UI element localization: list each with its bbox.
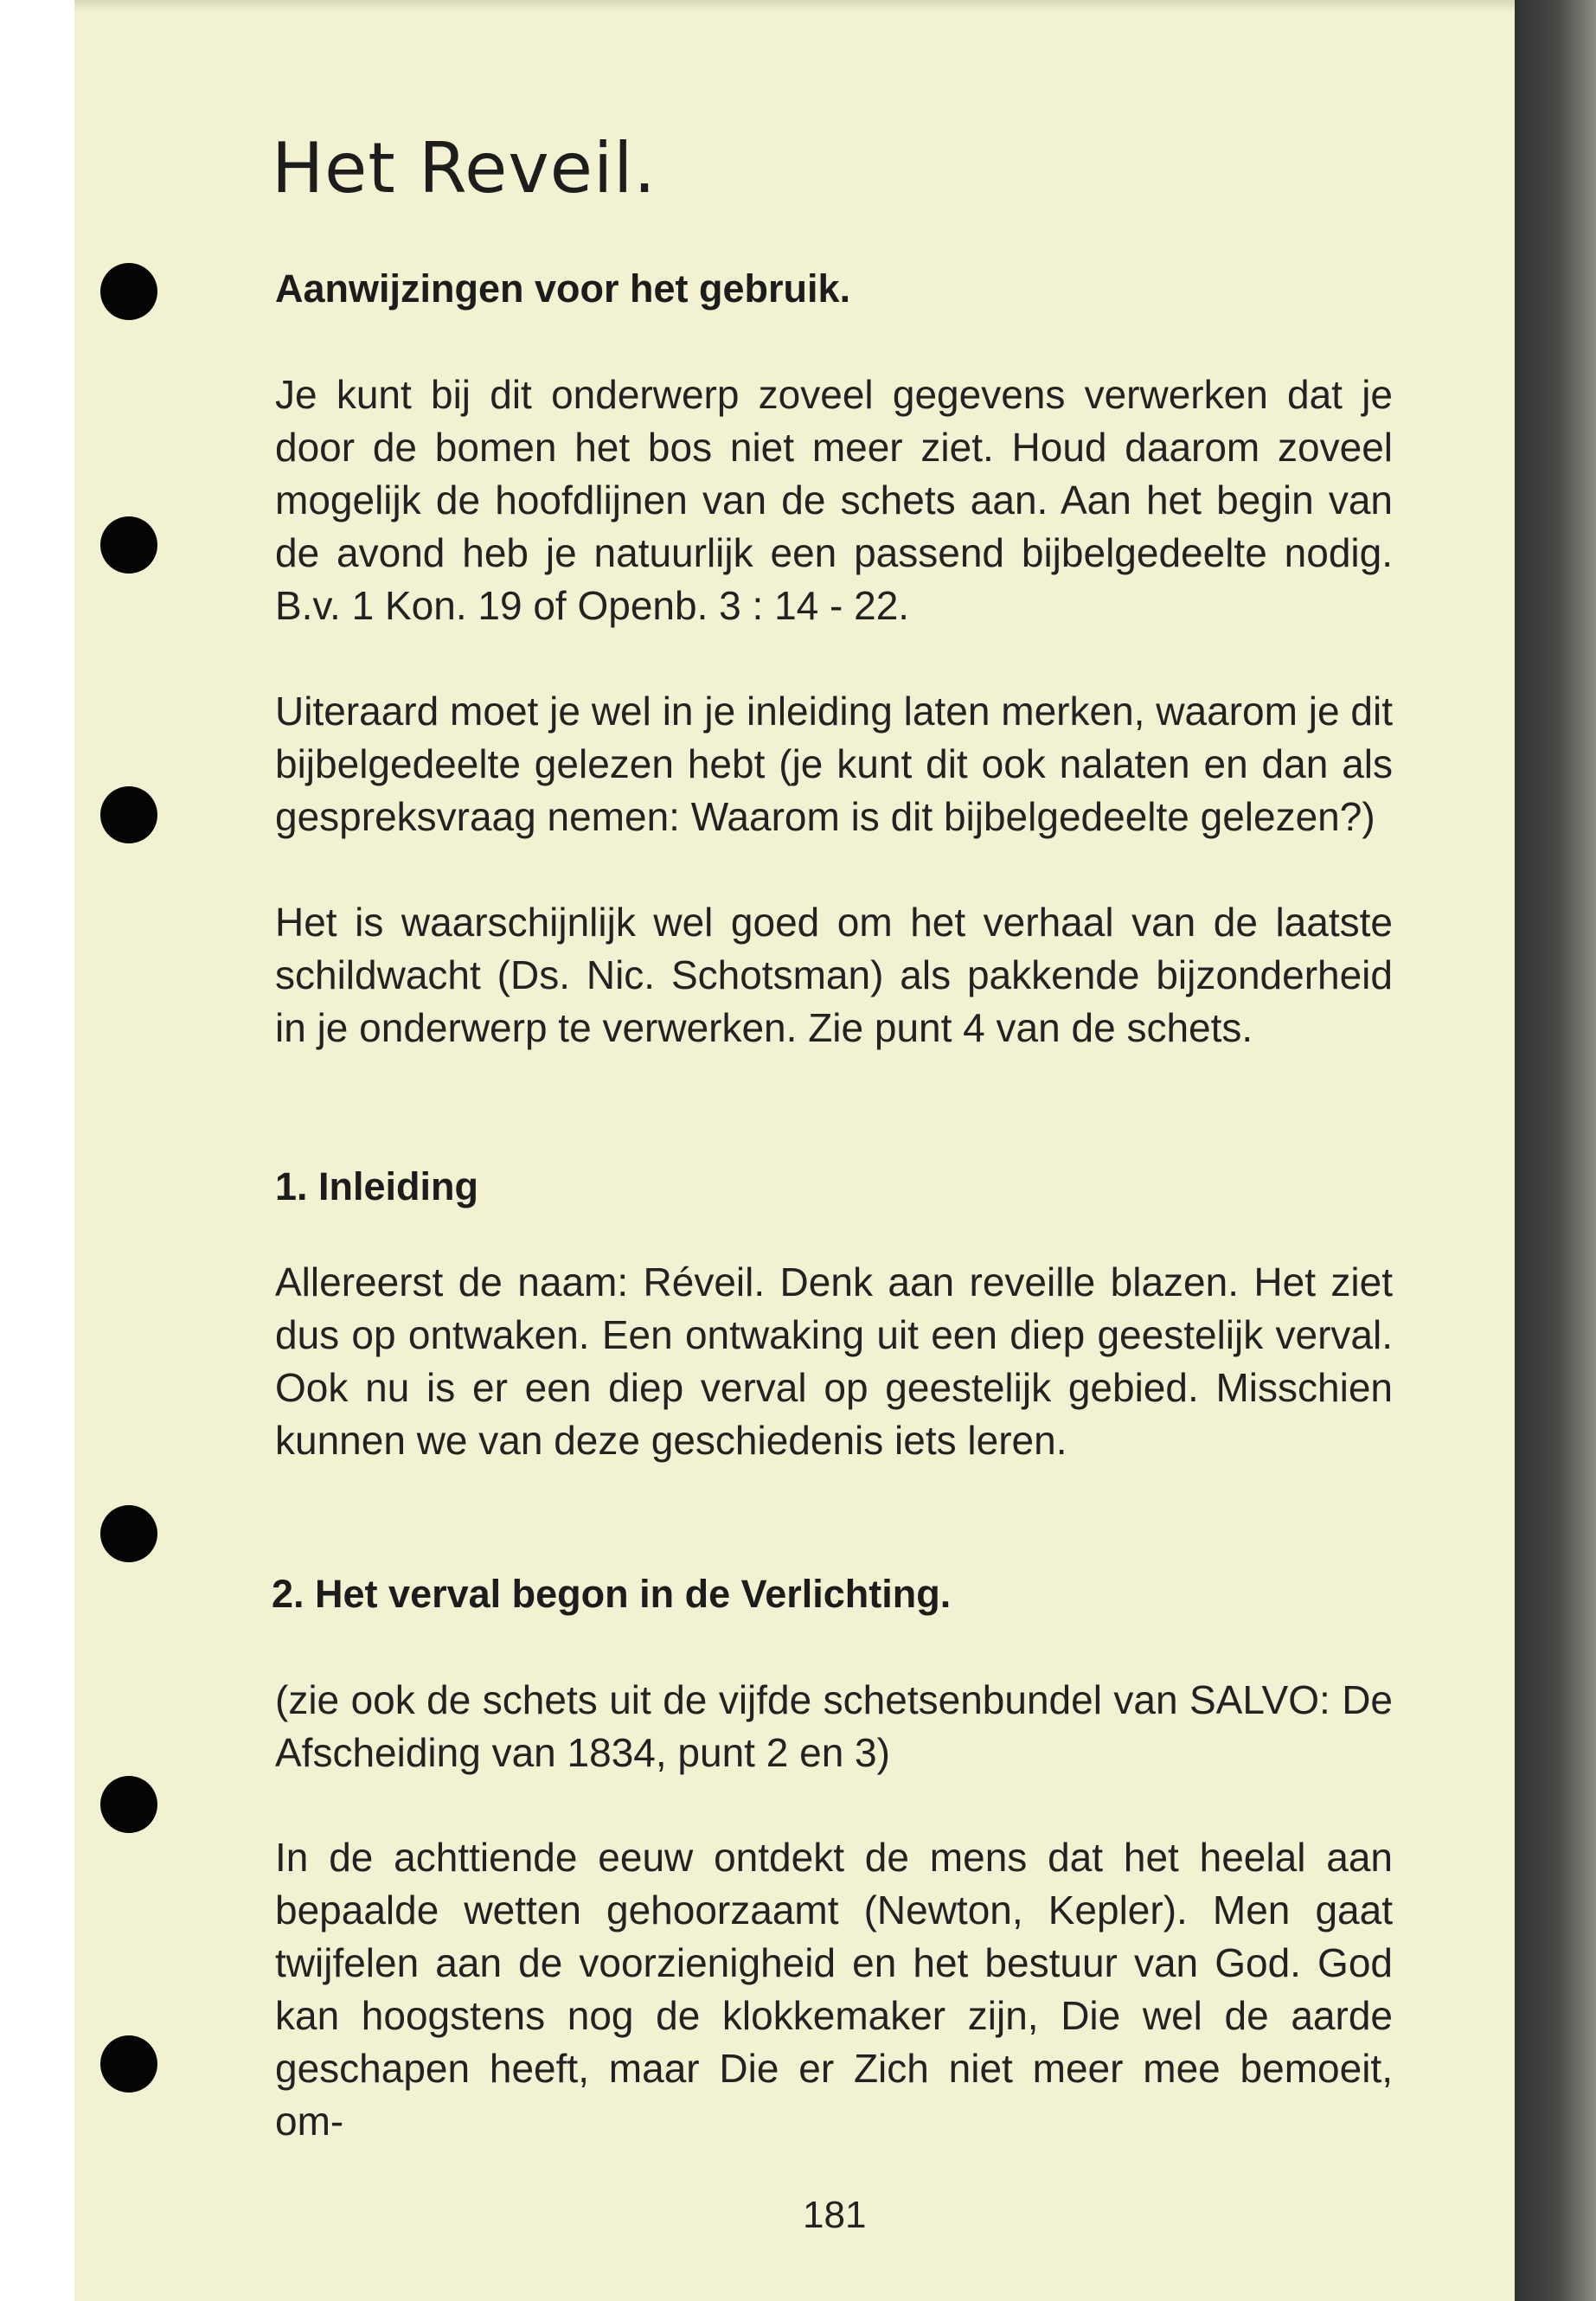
binding-edge <box>1515 0 1596 2301</box>
verval-paragraph-2: In de achttiende eeuw ontdekt de mens dat het heelal aan bepaalde wetten gehoorzaamt (Newton, Kepler). Men gaat twijfelen aan de voorzienigheid en het bestuur van God. God kan hoogstens nog de klokkemaker zijn, Die wel de aarde geschapen heeft, maar Die er Zich niet meer mee bemoeit, om- <box>275 1835 1393 2144</box>
verval-paragraph-1: (zie ook de schets uit de vijfde schetsenbundel van SALVO: De Afscheiding van 1834, punt 2 en 3) <box>275 1677 1393 1775</box>
page-number: 181 <box>803 2194 867 2236</box>
page-top-shadow <box>74 0 1515 12</box>
section-heading-usage: Aanwijzingen voor het gebruik. <box>275 266 851 311</box>
usage-paragraph-1: Je kunt bij dit onderwerp zoveel gegevens verwerken dat je door de bomen het bos niet meer ziet. Houd daarom zoveel mogelijk de hoofdlijnen van de schets aan. Aan het begin van de avond heb je natuurlijk een passend bijbelgedeelte nodig. B.v. 1 Kon. 19 of Openb. 3 : 14 - 22. <box>275 372 1393 628</box>
punch-hole-3 <box>100 786 157 843</box>
punch-hole-4 <box>100 1505 157 1562</box>
section-heading-inleiding: 1. Inleiding <box>275 1164 479 1208</box>
scan-margin <box>0 0 74 2301</box>
usage-paragraph-3: Het is waarschijnlijk wel goed om het verhaal van de laatste schildwacht (Ds. Nic. Schotsman) als pakkende bijzonderheid in je onderwerp te verwerken. Zie punt 4 van de schets. <box>275 900 1393 1050</box>
usage-paragraph-2: Uiteraard moet je wel in je inleiding laten merken, waarom je dit bijbelgedeelte gelezen hebt (je kunt dit ook nalaten en dan als gespreksvraag nemen: Waarom is dit bijbelgedeelte gelezen?) <box>275 689 1393 839</box>
punch-hole-2 <box>100 516 157 574</box>
punch-hole-5 <box>100 1776 157 1833</box>
punch-hole-1 <box>100 263 157 320</box>
inleiding-paragraph: Allereerst de naam: Réveil. Denk aan reveille blazen. Het ziet dus op ontwaken. Een ontwaking uit een diep geestelijk verval. Ook nu is er een diep verval op geestelijk gebied. Misschien kunnen we van deze geschiedenis iets leren. <box>275 1259 1393 1463</box>
punch-hole-6 <box>100 2035 157 2093</box>
page-title: Het Reveil. <box>272 128 657 208</box>
section-heading-verval: 2. Het verval begon in de Verlichting. <box>272 1572 952 1616</box>
